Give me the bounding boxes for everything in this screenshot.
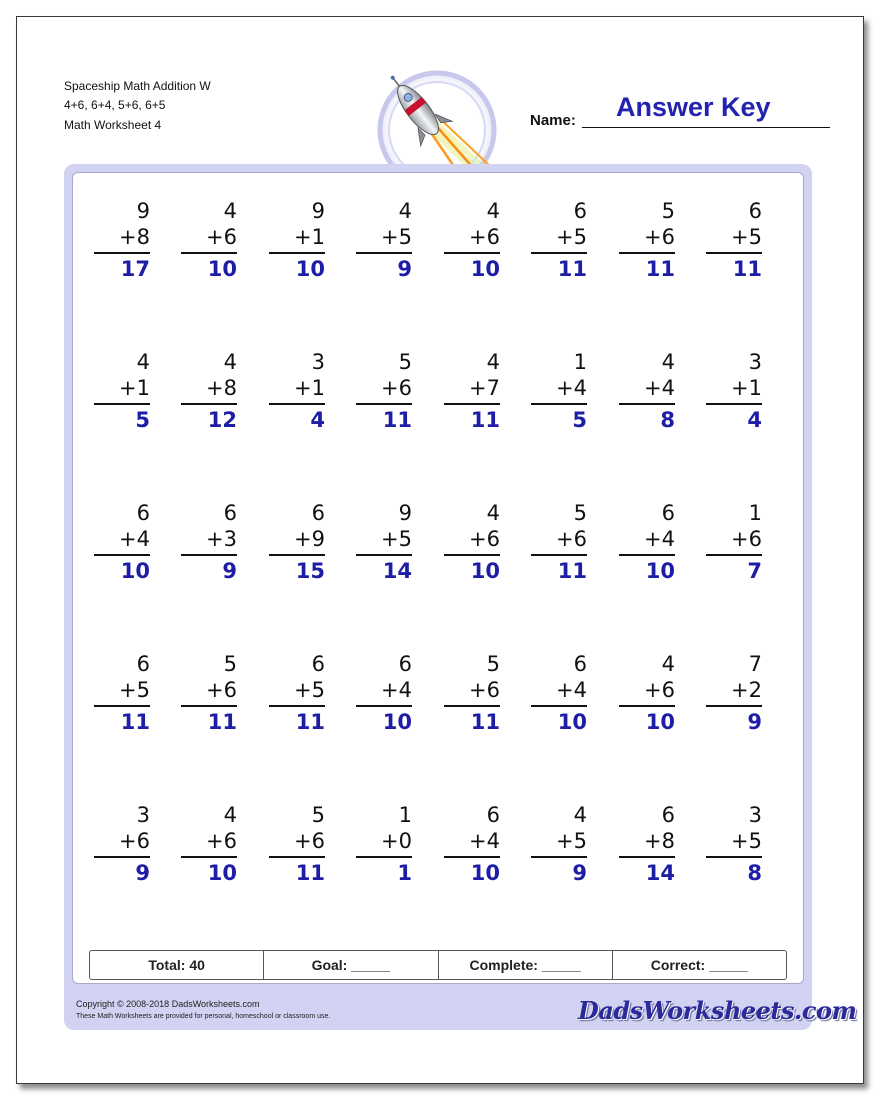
addend-bottom: +6 [731, 527, 762, 551]
answer: 5 [135, 408, 150, 432]
answer: 15 [295, 559, 325, 583]
problem-3-7 [627, 500, 675, 586]
addend-top: 4 [223, 350, 237, 374]
addend-bottom: +9 [294, 527, 325, 551]
addend-top: 1 [398, 803, 412, 827]
addend-bottom: +6 [644, 678, 675, 702]
addend-bottom: +1 [731, 376, 762, 400]
addend-top: 1 [748, 501, 762, 525]
addend-top: 6 [311, 652, 325, 676]
addend-bottom: +2 [731, 678, 762, 702]
problem-1-2 [189, 198, 237, 284]
problem-3-2 [189, 500, 237, 586]
copyright-text: Copyright © 2008-2018 DadsWorksheets.com [76, 999, 260, 1009]
addend-bottom: +5 [294, 678, 325, 702]
answer: 10 [295, 257, 325, 281]
addend-bottom: +6 [206, 678, 237, 702]
addend-top: 5 [573, 501, 587, 525]
problem-4-7 [627, 651, 675, 737]
addend-bottom: +6 [469, 225, 500, 249]
worksheet-subtitle: 4+6, 6+4, 5+6, 6+5 [64, 98, 166, 112]
answer-key-label: Answer Key [616, 92, 771, 122]
answer: 9 [135, 861, 150, 885]
addend-bottom: +6 [206, 225, 237, 249]
answer: 17 [120, 257, 150, 281]
problem-3-6 [539, 500, 587, 586]
answer: 10 [645, 559, 675, 583]
worksheet-title: Spaceship Math Addition W [64, 79, 211, 93]
addend-bottom: +8 [206, 376, 237, 400]
addend-bottom: +5 [556, 225, 587, 249]
addend-top: 6 [661, 501, 675, 525]
addend-bottom: +4 [469, 829, 500, 853]
problem-4-4 [364, 651, 412, 737]
problem-5-4 [364, 802, 412, 888]
addend-bottom: +6 [381, 376, 412, 400]
usage-note: These Math Worksheets are provided for personal, homeschool or classroom use. [76, 1013, 331, 1020]
problem-2-1 [102, 349, 150, 435]
problem-3-1 [102, 500, 150, 586]
addend-top: 1 [573, 350, 587, 374]
addend-bottom: +4 [556, 376, 587, 400]
worksheet-number: Math Worksheet 4 [64, 118, 162, 132]
addend-top: 4 [486, 199, 500, 223]
problem-5-6 [539, 802, 587, 888]
problem-2-3 [277, 349, 325, 435]
answer: 10 [470, 257, 500, 281]
name-label: Name: [530, 112, 576, 129]
addend-bottom: +1 [294, 376, 325, 400]
addend-top: 6 [136, 501, 150, 525]
addend-top: 6 [136, 652, 150, 676]
addend-bottom: +5 [556, 829, 587, 853]
addend-bottom: +6 [469, 678, 500, 702]
answer: 11 [732, 257, 762, 281]
addend-top: 6 [223, 501, 237, 525]
addend-top: 3 [748, 803, 762, 827]
addend-bottom: +0 [381, 829, 412, 853]
addend-top: 6 [661, 803, 675, 827]
addend-top: 6 [398, 652, 412, 676]
addend-top: 5 [661, 199, 675, 223]
addend-bottom: +4 [119, 527, 150, 551]
addend-top: 4 [136, 350, 150, 374]
answer: 10 [207, 257, 237, 281]
addend-top: 5 [223, 652, 237, 676]
addend-top: 3 [748, 350, 762, 374]
answer: 9 [222, 559, 237, 583]
answer: 11 [382, 408, 412, 432]
addend-top: 4 [223, 803, 237, 827]
addend-bottom: +6 [556, 527, 587, 551]
answer: 11 [470, 710, 500, 734]
problem-4-5 [452, 651, 500, 737]
addend-top: 6 [486, 803, 500, 827]
problem-5-7 [627, 802, 675, 888]
addend-bottom: +5 [731, 225, 762, 249]
answer: 12 [207, 408, 237, 432]
summary-bar [89, 950, 787, 980]
addend-bottom: +4 [556, 678, 587, 702]
problem-4-2 [189, 651, 237, 737]
addend-top: 4 [398, 199, 412, 223]
problem-2-2 [189, 349, 237, 435]
answer: 4 [747, 408, 762, 432]
problem-2-4 [364, 349, 412, 435]
answer: 11 [295, 861, 325, 885]
answer: 11 [120, 710, 150, 734]
addend-top: 9 [398, 501, 412, 525]
addend-top: 6 [311, 501, 325, 525]
answer: 10 [382, 710, 412, 734]
problem-2-8 [714, 349, 762, 435]
problem-5-3 [277, 802, 325, 888]
problem-1-5 [452, 198, 500, 284]
addend-bottom: +3 [206, 527, 237, 551]
addend-bottom: +8 [644, 829, 675, 853]
answer: 11 [557, 559, 587, 583]
answer: 10 [557, 710, 587, 734]
answer: 11 [470, 408, 500, 432]
answer: 11 [557, 257, 587, 281]
problem-5-8 [714, 802, 762, 888]
addend-bottom: +5 [381, 527, 412, 551]
answer: 10 [470, 861, 500, 885]
answer: 9 [747, 710, 762, 734]
addend-bottom: +1 [294, 225, 325, 249]
addend-bottom: +8 [119, 225, 150, 249]
addend-top: 4 [486, 350, 500, 374]
problem-4-1 [102, 651, 150, 737]
addend-top: 4 [661, 652, 675, 676]
complete-cell[interactable]: Complete: _____ [439, 951, 613, 979]
answer: 8 [747, 861, 762, 885]
answer: 8 [660, 408, 675, 432]
answer: 10 [207, 861, 237, 885]
answer: 10 [645, 710, 675, 734]
answer: 5 [572, 408, 587, 432]
addend-bottom: +6 [294, 829, 325, 853]
addend-top: 6 [748, 199, 762, 223]
answer: 4 [310, 408, 325, 432]
problem-5-1 [102, 802, 150, 888]
problem-3-3 [277, 500, 325, 586]
addend-bottom: +6 [469, 527, 500, 551]
answer: 10 [470, 559, 500, 583]
addend-bottom: +6 [119, 829, 150, 853]
problem-1-1 [102, 198, 150, 284]
addend-bottom: +6 [206, 829, 237, 853]
goal-cell[interactable]: Goal: _____ [264, 951, 438, 979]
brand-logo: DadsWorksheets.com [578, 996, 857, 1025]
addend-top: 7 [748, 652, 762, 676]
addend-bottom: +6 [644, 225, 675, 249]
problem-area [72, 172, 804, 984]
addend-top: 4 [661, 350, 675, 374]
problem-4-8 [714, 651, 762, 737]
addend-top: 4 [573, 803, 587, 827]
problem-2-7 [627, 349, 675, 435]
addend-bottom: +4 [644, 527, 675, 551]
problem-2-5 [452, 349, 500, 435]
answer: 11 [295, 710, 325, 734]
addend-top: 5 [486, 652, 500, 676]
answer: 14 [645, 861, 675, 885]
addend-bottom: +4 [381, 678, 412, 702]
problem-1-8 [714, 198, 762, 284]
addend-top: 3 [136, 803, 150, 827]
problem-3-5 [452, 500, 500, 586]
answer: 14 [382, 559, 412, 583]
total-cell: Total: 40 [90, 951, 264, 979]
answer: 1 [397, 861, 412, 885]
problem-4-6 [539, 651, 587, 737]
correct-cell[interactable]: Correct: _____ [650, 957, 749, 973]
answer: 11 [207, 710, 237, 734]
addend-top: 4 [486, 501, 500, 525]
problem-3-4 [364, 500, 412, 586]
addend-top: 5 [398, 350, 412, 374]
addend-bottom: +4 [644, 376, 675, 400]
addend-bottom: +5 [731, 829, 762, 853]
problem-2-6 [539, 349, 587, 435]
addend-top: 6 [573, 652, 587, 676]
addend-top: 6 [573, 199, 587, 223]
answer: 7 [747, 559, 762, 583]
problem-5-5 [452, 802, 500, 888]
addend-bottom: +1 [119, 376, 150, 400]
problem-1-4 [364, 198, 412, 284]
problem-4-3 [277, 651, 325, 737]
addend-bottom: +7 [469, 376, 500, 400]
problem-3-8 [714, 500, 762, 586]
addend-bottom: +5 [119, 678, 150, 702]
addend-bottom: +5 [381, 225, 412, 249]
name-field-line[interactable] [582, 127, 830, 128]
answer: 9 [397, 257, 412, 281]
addend-top: 3 [311, 350, 325, 374]
addend-top: 4 [223, 199, 237, 223]
answer: 11 [645, 257, 675, 281]
problem-1-3 [277, 198, 325, 284]
addend-top: 5 [311, 803, 325, 827]
answer: 9 [572, 861, 587, 885]
answer: 10 [120, 559, 150, 583]
problem-1-7 [627, 198, 675, 284]
addend-top: 9 [136, 199, 150, 223]
problem-5-2 [189, 802, 237, 888]
addend-top: 9 [311, 199, 325, 223]
problem-1-6 [539, 198, 587, 284]
